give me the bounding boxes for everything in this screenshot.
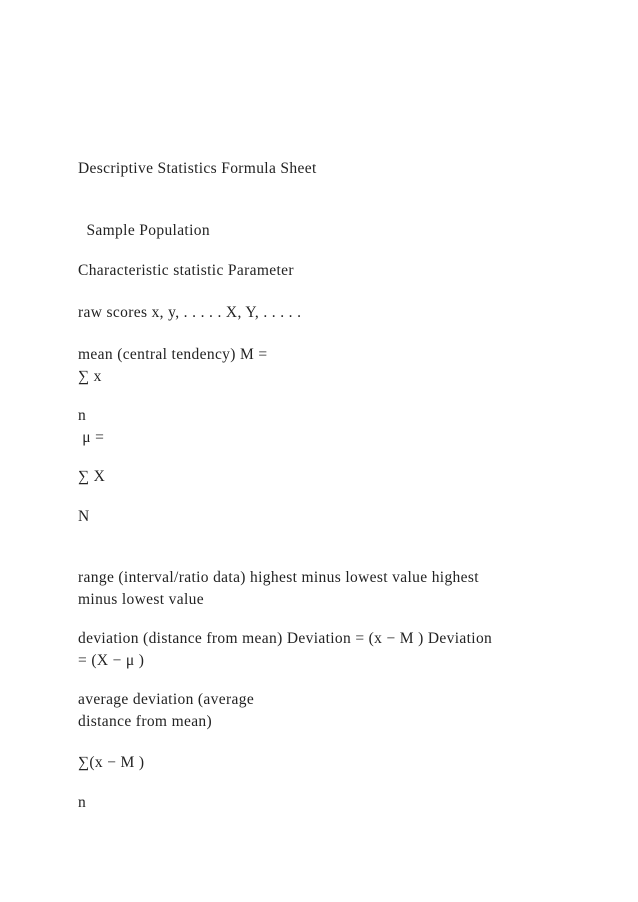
mean-population-denominator: N: [78, 508, 90, 525]
range-line-1: range (interval/ratio data) highest minus lowest value highest: [78, 569, 479, 586]
mean-population-numerator: ∑ X: [78, 468, 106, 485]
average-deviation-line-1: average deviation (average: [78, 691, 255, 708]
average-deviation-numerator: ∑(x − M ): [78, 754, 145, 771]
average-deviation-line-2: distance from mean): [78, 713, 213, 730]
mean-sample-denominator: n: [78, 407, 87, 424]
column-header-row: Sample Population: [78, 222, 210, 239]
range-line-2: minus lowest value: [78, 591, 204, 608]
mean-sample-numerator: ∑ x: [78, 368, 102, 385]
characteristic-row: Characteristic statistic Parameter: [78, 262, 294, 279]
document-title: Descriptive Statistics Formula Sheet: [78, 160, 317, 177]
mean-label: mean (central tendency) M =: [78, 346, 268, 363]
deviation-line-1: deviation (distance from mean) Deviation = (x − M ) Deviation: [78, 630, 493, 647]
average-deviation-denominator: n: [78, 794, 87, 811]
raw-scores-row: raw scores x, y, . . . . . X, Y, . . . . .: [78, 304, 302, 321]
deviation-line-2: = (X − μ ): [78, 652, 145, 669]
mean-population-label: μ =: [78, 429, 105, 446]
